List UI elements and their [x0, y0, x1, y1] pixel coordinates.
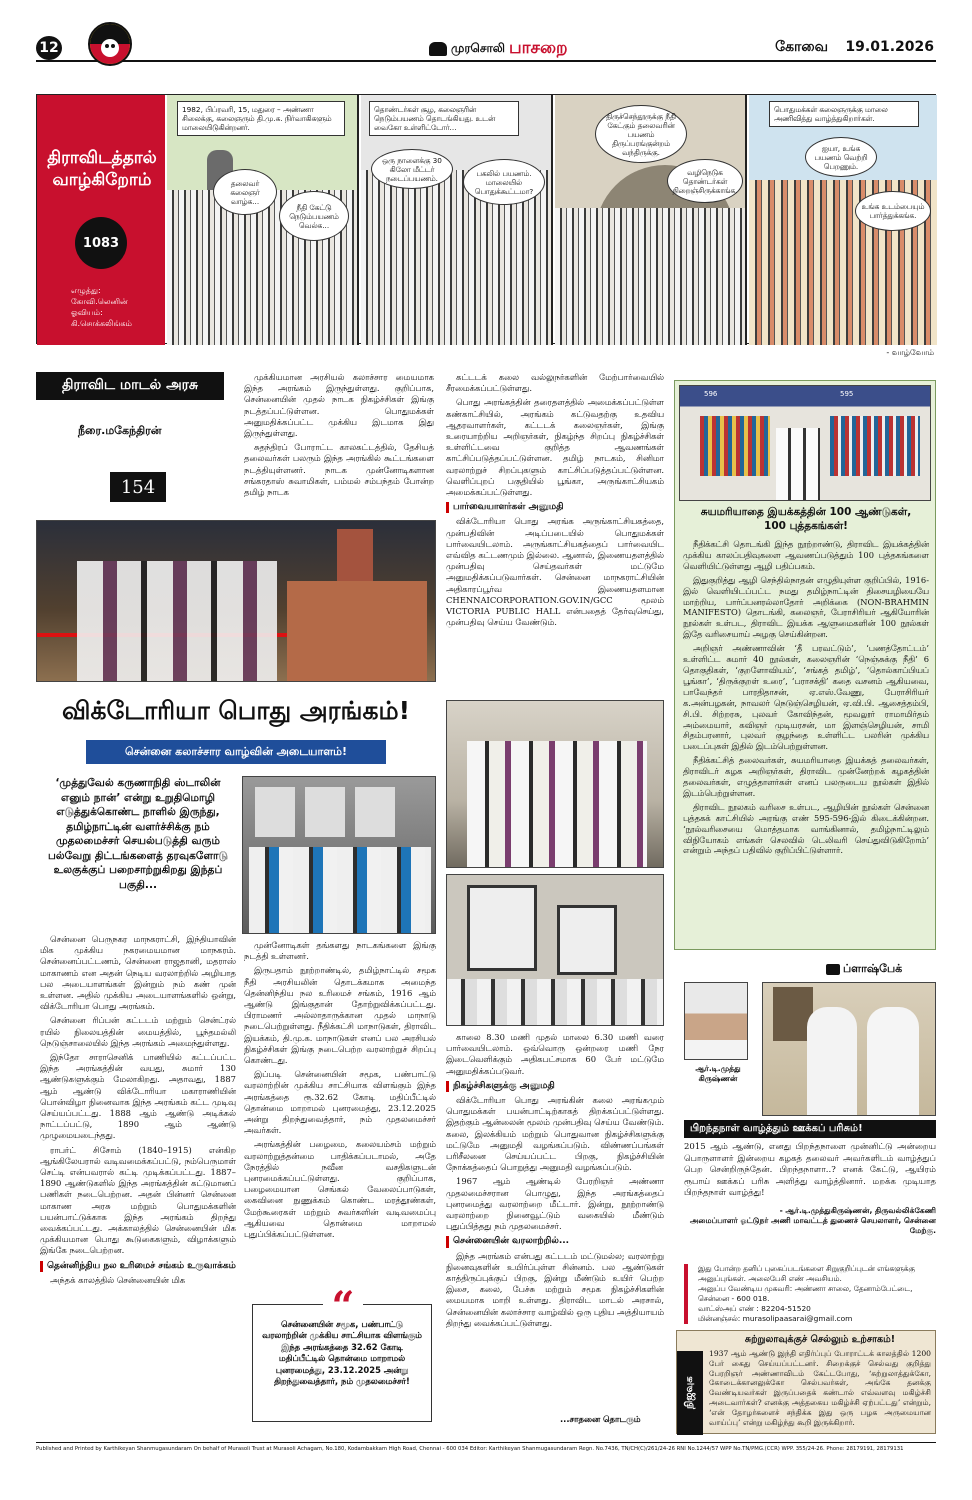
- article-subheadline: சென்னை கலாச்சார வாழ்வின் அடையாளம்!: [86, 740, 386, 764]
- comic-continues: - வாழ்வோம்: [886, 348, 934, 357]
- note-title: சுற்றுலாவுக்குச் செல்லும் உற்சாகம்!: [744, 1334, 896, 1345]
- speech-bubble: ஐயா, உங்க பயணம் வெற்றி பெறணும்.: [805, 137, 877, 177]
- party-emblem-icon: [90, 24, 130, 64]
- portrait-frame: [557, 905, 617, 975]
- note-tag: நிஜவுக: [677, 1351, 703, 1435]
- book-shelf: [700, 416, 770, 476]
- stall-number: 596: [704, 390, 718, 398]
- gallery-photo: [242, 776, 436, 934]
- comic-credits: எழுத்து: கோவி.லெனின் ஓவியம்: கி.சொக்கலிங்கம்: [71, 286, 132, 328]
- people-group: [467, 741, 647, 867]
- article-intro: ‘முத்துவேல் கருணாநிதி ஸ்டாலின் எனும் நான்’ என்று உறுதிமொழி எடுத்துக்கொண்ட நாளில் இருந்து, தமிழ்நாட்டின் வளர்ச்சிக்கு நம் முதலமைச்சர் செயல்படுத்தி வரும் பல்வேறு திட்டங்களைத் தரவுகளோடு உலகுக்குப் பறைசாற்றுகிறது இந்தப் பகுதி...: [47, 777, 228, 891]
- note-body: 1937 ஆம் ஆண்டு இந்தி எதிர்ப்புப் போராட்டக் காலத்தில் 1200 பேர் கைது செய்யப்பட்டனர். சிறைக்குச் செல்வது குறித்து பேரறிஞர் அண்ணாவிடம் கேட்டபோது, ‘சுற்றுலாத்துக்கோ, கோடைக்கானலுக்கோ செல்பவர்கள், அங்கே தனக்கு வேண்டியவர்கள் இருப்பதைக் கண்டால் எவ்வளவு மகிழ்ச்சி அடைவார்கள்? எனக்கு அத்தகைய மகிழ்ச்சி ஏற்பட்டது’ என்றும், ‘என் தோழர்களைச் சந்திக்க இது ஒரு பழக அருமையான வாய்ப்பு’ என்று மகிழ்ந்து கூறி இருக்கிறார்.: [709, 1349, 931, 1427]
- crowd-illustration: [555, 208, 745, 346]
- speech-bubble: தலைவர் கலைஞர் வாழ்க...: [213, 169, 277, 215]
- speech-bubble: நீதி கேட்டு நெடும்பயணம் வெல்க...: [279, 191, 349, 241]
- quote-mark-icon: “: [323, 1287, 363, 1317]
- author-name: நீரை.மகேந்திரன்: [78, 424, 162, 437]
- episode-number: 154: [110, 472, 166, 502]
- speech-bubble: திருச்செந்தூருக்கு நீதி கேட்கும் தலைவரின் பயணம் திருப்பரங்குன்றம் வந்திருக்கு.: [595, 105, 687, 163]
- people-group: [447, 979, 664, 1026]
- edition-city: கோவை: [775, 39, 828, 55]
- caption-box: தொண்டர்கள் சூழ, கலைஞரின் நெடும்பயணம் தொடங்கியது. உடன் வைகோ உள்ளிட்டோர்...: [369, 101, 519, 136]
- pull-quote: “ சென்னையின் சமூக, பண்பாட்டு வரலாற்றின் முக்கிய சாட்சியாக விளங்கும் இந்த அரங்கத்தை 32.62 கோடி மதிப்பீட்டில் தொன்மை மாறாமல் புனரமைத்து, 23.12.2025 அன்று திறந்துவைத்தார், நம் முதலமைச்சர்!: [252, 1304, 432, 1422]
- person-figure: [867, 1007, 919, 1116]
- camera-icon: [826, 964, 840, 975]
- article-column-c-top: கட்டடக் கலை வல்லுநர்களின் மேற்பார்வையில் சீரமைக்கப்பட்டுள்ளது. பொது அரங்கத்தின் தரைதளத்தில் அமைக்கப்பட்டுள்ள கண்காட்சியில், அரங்கம் கட்டுவதற்கு உதவிய ஆதரவாளர்கள், கட்டடக் கலைஞர்கள், இங்கு உரையாற்றிய அறிஞர்கள், நிகழ்ந்த சிறப்பு நிகழ்ச்சிகள் உள்ளிட்டவை குறித்த ஆவணங்கள் காட்சிப்படுத்தப்பட்டுள்ளன. தமிழ் நாடகம், சினிமா வரலாற்றுச் சிறப்புகளும் காட்சிப்படுத்தப்பட்டுள்ளன. வெளிப்புறப் பகுதியில் பூங்கா, அருங்காட்சியகம் அமைக்கப்பட்டுள்ளது. பார்வையாளர்கள் அனுமதி விக்டோரியா பொது அரங்க அருங்காட்சியகத்தை, முன்பதிவின் அடிப்படையில் பொதுமக்கள் பார்வையிடலாம். அருங்காட்சியகத்தைப் பார்வையிட எவ்வித கட்டணமும் இல்லை. ஆனால், இணையதளத்தில் முன்பதிவு செய்தவர்கள் மட்டுமே அனுமதிக்கப்படுவார்கள். சென்னை மாநகராட்சியின் அதிகாரப்பூர்வ இணையதளமான CHENNAICORPORATION.GOV.IN/GCC மூலம் VICTORIA PUBLIC HALL என்பதைத் தேர்வுசெய்து, முன்பதிவு செய்ய வேண்டும்.: [446, 372, 664, 628]
- portrait-frame: [467, 885, 537, 971]
- person-figure: [807, 1007, 857, 1116]
- exhibit-panel: [305, 787, 345, 837]
- comic-panel-1: [167, 95, 359, 345]
- person-name: ஆர்.டி.முத்து கிருஷ்ணன்: [695, 1064, 741, 1083]
- flashback-title: பிறந்தநாள் வாழ்த்தும் ஊக்கப் பரிசும்!: [684, 1120, 936, 1138]
- people-group: [776, 428, 820, 500]
- flashback-label: ப்ளாஷ்பேக்: [826, 962, 902, 977]
- speech-bubble: வழிநெடுக தொண்டர்கள் நிறைஞ்சிருக்காங்க.: [667, 159, 743, 203]
- book-shelf: [830, 416, 920, 476]
- flashback-body: 2015 ஆம் ஆண்டு, எனது பிறந்தநாளை முன்னிட்டு அன்றைய பொருளாளர் இன்றைய கழகத் தலைவர் அவர்களிடம் வாழ்த்துப் பெற சென்றிருந்தேன். பிறந்தநாளா..? எனக் கேட்டு, ஆயிரம் ரூபாய் ஊக்கப் பரிசு அளித்து வாழ்த்தினார். மறக்க முடியாத பிறந்தநாள் வாழ்த்து!: [684, 1142, 936, 1198]
- article-headline: விக்டோரியா பொது அரங்கம்!: [62, 695, 410, 725]
- archive-photo: [446, 874, 664, 1026]
- comic-title-panel: [37, 95, 165, 345]
- bookstall-photo: [679, 385, 931, 501]
- edition-date: 19.01.2026: [845, 39, 934, 55]
- page-header: [36, 36, 936, 62]
- exhibit-panel: [355, 787, 395, 837]
- speech-bubble: ஒரு நாளைக்கு 30 கிலோ மீட்டர் நடைப்பயணம்.: [371, 149, 453, 189]
- subheading: பார்வையாளர்கள் அனுமதி: [446, 502, 664, 513]
- comic-panel-2: [361, 95, 553, 345]
- sidebar-title: சுயமரியாதை இயக்கத்தின் 100 ஆண்டுகள், 100 புத்தகங்கள்!: [700, 506, 912, 532]
- comic-title: திராவிடத்தால் வாழ்கிறோம்: [47, 148, 157, 190]
- article-column-b-bottom: முன்னோடிகள் தங்களது நாடகங்களை இங்கு நடத்தி உள்ளனர். இருபதாம் நூற்றாண்டில், தமிழ்நாட்டில் சமூக நீதி அரசியலின் தொடக்கமாக அமைந்த தென்னிந்திய நல உரிமைச் சங்கம், 1916 ஆம் ஆண்டு இங்குதான் தோற்றுவிக்கப்பட்டது. பிராமணர் அல்லாதாருக்கான முதல் மாநாடு நடைபெற்றுள்ளது. நீதிக்கட்சி மாநாடுகள், திராவிட இயக்கம், தி.மு.க. மாநாடுகள் எனப் பல அரசியல் நிகழ்ச்சிகள் இங்கு நடைபெற்ற வரலாற்றுச் சிறப்பு கொண்டது. இப்படி சென்னையின் சமூக, பண்பாட்டு வரலாற்றின் முக்கிய சாட்சியாக விளங்கும் இந்த அரங்கத்தை ரூ.32.62 கோடி மதிப்பீட்டில் தொன்மை மாறாமல் புனரமைத்து, 23.12.2025 அன்று திறந்துவைத்தார், நம் முதலமைச்சர் அவர்கள். அரங்கத்தின் பழைமை, கலையம்சம் மற்றும் வரலாற்றுத்தன்மை பாதிக்கப்படாமல், அதே நேரத்தில் நவீன வசதிகளுடன் புனரமைக்கப்பட்டுள்ளது. குறிப்பாக, பழைமையான செங்கல் வேலைப்பாடுகள், கைவினை நுணுக்கம் கொண்ட மரத்தூண்கள், மேற்கூரைகள் மற்றும் சுவர்களின் வடிவமைப்பு ஆகியவை தொன்மை மாறாமல் புதுப்பிக்கப்பட்டுள்ளன.: [244, 940, 436, 1240]
- flashback-signature: - ஆர்.டி.முத்துகிருஷ்ணன், திருவல்லிக்கேணி அமைப்பாளர் ஓட்டுநர் அணி மாவட்டத் துணைச் செயலாளர், சென்னை மேற்கு.: [689, 1206, 936, 1235]
- to-be-continued: ...சாதனை தொடரும்: [560, 1414, 641, 1424]
- dignitaries-group: [77, 561, 277, 682]
- sidebar-body: நீதிக்கட்சி தொடங்கி இந்த நூற்றாண்டு, திராவிட இயக்கத்தின் முக்கிய காலப்பதிவுகளை ஆவணப்படுத்தும் 100 புத்தகங்களை வெளியிட்டுள்ளது ஆழி பதிப்பகம். இதுகுறித்து ஆழி செந்தில்நாதன் எழுதியுள்ள குறிப்பில், 1916-இல் வெளியிடப்பட்ட நமது தமிழ்நாட்டின் திசையழியையே மாற்றிய, பார்ப்பனரல்லாதோர் அறிக்கை (NON-BRAHMIN MANIFESTO) தொடங்கி, கலைஞர், பேராசிரியர் ஆகியோரின் நூல்கள் உள்பட, திராவிட இயக்க ஆளுமைகளின் 100 நூல்கள் இதே வரிசையாய் அழகு செய்கின்றன. அறிஞர் அண்ணாவின் ‘தீ பரவட்டும்’, ‘பணத்தோட்டம்’ உள்ளிட்ட சுமார் 40 நூல்கள், கலைஞரின் ‘நெஞ்சுக்கு நீதி’ 6 தொகுதிகள், ‘குறளோவியம்’, ‘சங்கத் தமிழ்’, ‘தொல்காப்பியப் பூங்கா’, ‘திருக்குறள் உரை’, ‘பராசக்தி’ கதை வசனம் ஆகியவை, பாவேந்தர் பாரதிதாசன், ஏ.எஸ்.வேணு, பேராசிரியர் க.அன்பழகன், நாவலர் நெடுஞ்செழியன், ஏ.வி.பி. ஆசைத்தம்பி, சி.பி. சிற்றரசு, புலவர் கோவிந்தன், மூவலூர் ராமாமிர்தம் அம்மையார், கவிஞர் முடியரசன், மா இளஞ்செழியன், சாமி சிதம்பரனார், புலவர் குழந்தை உள்ளிட்ட பலரின் முக்கிய படைப்புகள் இதில் இடம்பெற்றுள்ளன. நீதிக்கட்சித் தலைவர்கள், சுயமரியாதை இயக்கத் தலைவர்கள், திராவிடர் கழக அறிஞர்கள், திராவிட முன்னேற்றக் கழகத்தின் தலைவர்கள், எழுத்தாளர்கள் எனப் பலருடைய நூல்கள் இதில் இடம்பெற்றுள்ளன. திராவிட நூலகம் வரிசை உள்பட, ஆழியின் நூல்கள் சென்னை புத்தகக் காட்சியில் அரங்கு எண் 595-596-இல் கிடைக்கின்றன. ‘நூல்வரிசையை மொத்தமாக வாங்கினால், தமிழ்நாட்டிலும் விநியோகம் எங்கள் செலவில் டெலிவரி செய்துவிடுகிறோம்’ என்றும் அந்தப் பதிவில் குறிப்பிட்டுள்ளார்.: [683, 539, 929, 856]
- building-facade: [287, 581, 427, 681]
- exhibit-panel: [255, 787, 295, 837]
- sun-rays-icon: பாசறை: [509, 38, 568, 58]
- caption-box: பொதுமக்கள் கலைஞருக்கு மாலை அணிவித்து வாழ்த்துகிறார்கள்.: [769, 101, 919, 127]
- people-group: [249, 847, 431, 933]
- speech-bubble: பகலில் பயணம். மாலையில் பொதுக்கூட்டமா?: [463, 159, 545, 205]
- subheading: நிகழ்ச்சிகளுக்கு அனுமதி: [446, 1081, 664, 1092]
- comic-panel-3: [555, 95, 747, 345]
- book-sidebar: [674, 380, 936, 950]
- masthead-brand: முரசொலி பாசறை: [429, 38, 568, 60]
- comic-panel-4: [749, 95, 937, 345]
- stall-number: 595: [840, 390, 854, 398]
- print-line: Published and Printed by Karthikeyan Shanmugasundaram On behalf of Murasoli Trust at Murasoli Achagam, No.180, Kodambakkam High Road, Chennai - 600 034 Editor: Karthikeyan Shanmugasundaram Regn. No.7436, TN/CH(C)/261/24-26 RNI No.1244/57 WPP No.TN/PMG.(CCR) WPP. 355/24-26. Phone: 28179191, 28179131: [36, 1442, 936, 1453]
- inauguration-photo: [36, 520, 436, 682]
- page-number: 12: [36, 36, 62, 60]
- exhibition-photo: [446, 700, 664, 868]
- comic-strip: [36, 94, 936, 344]
- subheading: தென்னிந்திய நல உரிமைச் சங்கம் உருவாக்கம்: [40, 1261, 236, 1272]
- subheading: சென்னையின் வரலாற்றில்...: [446, 1236, 664, 1247]
- masthead-logo: [88, 22, 132, 66]
- article-column-b-top: முக்கியமான அரசியல் கலாச்சார மையமாக இந்த அரங்கம் இருந்துள்ளது. குறிப்பாக, சென்னையின் முதல் நாடக நிகழ்ச்சிகள் இங்கு நடத்தப்பட்டுள்ளன. பொதுமக்கள் அனுமதிக்கப்பட்ட முக்கிய இடமாக இது இருந்துள்ளது. சுதந்திரப் போராட்ட காலகட்டத்தில், தேசியத் தலைவர்கள் பலரும் இந்த அரங்கில் கூட்டங்களை நடத்தியுள்ளனர். நாடக முன்னோடிகளான சங்கரதாஸ் சுவாமிகள், பம்மல் சம்பந்தம் போன்ற தமிழ் நாடக: [244, 372, 434, 498]
- speech-bubble: உங்க உடம்பையும் பார்த்துக்கங்க.: [855, 191, 931, 231]
- person-portrait: [684, 982, 748, 1060]
- note-box: [676, 1330, 936, 1434]
- article-column-a: சென்னை பெருநகர மாநகராட்சி, இந்தியாவின் மிக முக்கிய நகரமையமான மாநகரம். சென்னைப்பட்டணம், சென்னை ராஜதானி, மதராஸ் மாகாணம் என அதன் நெடிய வரலாற்றில் அழியாத பல அடையாளங்கள் இன்றும் நம் கண் முன் உள்ளன. அதில் முக்கிய அடையாளங்களில் ஒன்று, விக்டோரியா பொது அரங்கம். சென்னை ரிப்பன் கட்டடம் மற்றும் சென்ட்ரல் ரயில் நிலையத்தின் மையத்தில், பூந்தமல்லி நெடுஞ்சாலையில் இந்த அரங்கம் அமைந்துள்ளது. இந்தோ சாராசெனிக் பாணியில் கட்டப்பட்ட இந்த அரங்கத்தின் வயது, சுமார் 130 ஆண்டுகளுக்கும் மேலாகிறது. அதாவது, 1887 ஆம் ஆண்டு விக்டோரியா மகாராணியின் பொன்விழா நினைவாக இந்த அரங்கம் கட்ட முடிவு செய்யப்பட்டது. 1888 ஆம் ஆண்டு அடிக்கல் நாட்டப்பட்டு, 1890 ஆம் ஆண்டு முழுமையடைந்தது. ராபர்ட் சிசோம் (1840–1915) என்கிற ஆங்கிலேயரால் வடிவமைக்கப்பட்டு, நம்பெருமாள் செட்டி என்பவரால் கட்டி முடிக்கப்பட்டது. 1887–1890 ஆண்டுகளில் இந்த அரங்கத்தின் கட்டுமானப் பணிகள் நடைபெற்றன. அதன் பின்னர் சென்னை மாகாண அரசு மற்றும் பொதுமக்களின் பயன்பாட்டுக்காக இந்த அரங்கம் திறந்து வைக்கப்பட்டது. அக்காலத்தில் சென்னையின் மிக முக்கியமான பொது கூடுகைகளும், விழாக்களும் இங்கே நடைபெற்றன. தென்னிந்திய நல உரிமைச் சங்கம் உருவாக்கம் அந்தக் காலத்தில் சென்னையின் மிக: [40, 934, 236, 1285]
- comic-episode-number: 1083: [75, 217, 127, 269]
- series-title: திராவிட மாடல் அரசு: [36, 372, 224, 400]
- submission-info: இது போன்ற தனிப் புகைப்படங்களை சிறுகுறிப்புடன் எங்களுக்கு அனுப்புங்கள். அலைபேசி எண் அவசியம். அனுப்ப வேண்டிய முகவரி: அண்ணா சாலை, தேனாம்பேட்டை, சென்னை - 600 018. வாட்ஸ்அப் எண் : 82204-51520 மின்னஞ்சல்: murasolipaasarai@gmail.com: [684, 1264, 936, 1324]
- caption-box: 1982, பிப்ரவரி, 15, மதுரை – அண்ணா சிலைக்கு, கலைஞரும் தி.மு.க. நிர்வாகிகளும் மாலையிடுகின்றனர்.: [177, 101, 345, 136]
- bull-icon: [429, 42, 447, 56]
- article-column-c-bottom: காலை 8.30 மணி முதல் மாலை 6.30 மணி வரை பார்வையிடலாம். ஒவ்வொரு ஒன்றரை மணி நேர இடைவெளிக்கும் அதிகபட்சமாக 60 பேர் மட்டுமே அனுமதிக்கப்படுவர். நிகழ்ச்சிகளுக்கு அனுமதி விக்டோரியா பொது அரங்கின் கலை அரங்கமும் பொதுமக்கள் பயன்பாட்டிற்காகத் திறக்கப்பட்டுள்ளது. இதற்கும் ஆன்லைன் மூலம் முன்பதிவு செய்ய வேண்டும். கலை, இலக்கியம் மற்றும் பொதுவான நிகழ்ச்சிகளுக்கு மட்டுமே அனுமதி வழங்கப்படும். விண்ணப்பங்கள் பரிசீலனை செய்யப்பட்ட பிறகு, நிகழ்ச்சியின் நோக்கத்தைப் பொறுத்து அனுமதி வழங்கப்படும். 1967 ஆம் ஆண்டில் பேரறிஞர் அண்ணா முதலமைச்சரான பொழுது, இந்த அரங்கத்தைப் புனரமைத்து வரலாற்றை மீட்டார். இன்று, நூற்றாண்டு வரலாற்றை நினைவூட்டும் வகையில் மீண்டும் புதுப்பித்தது நம் முதலமைச்சர். சென்னையின் வரலாற்றில்... இந்த அரங்கம் என்பது கட்டடம் மட்டுமல்ல; வரலாற்று நினைவுகளின் உயிர்ப்புள்ள சின்னம். பல ஆண்டுகள் காத்திருப்புக்குப் பிறகு, இன்று மீண்டும் உயிர் பெற்ற இசை, கலை, பேச்சு மற்றும் சமூக நிகழ்ச்சிகளின் மையமாக மாறி உள்ளது. திராவிட மாடல் அரசால், சென்னையின் கலாச்சார வாழ்வில் ஒரு புதிய அத்தியாயம் திறந்து வைக்கப்பட்டுள்ளது.: [446, 1032, 664, 1328]
- flashback-photo: [762, 982, 936, 1116]
